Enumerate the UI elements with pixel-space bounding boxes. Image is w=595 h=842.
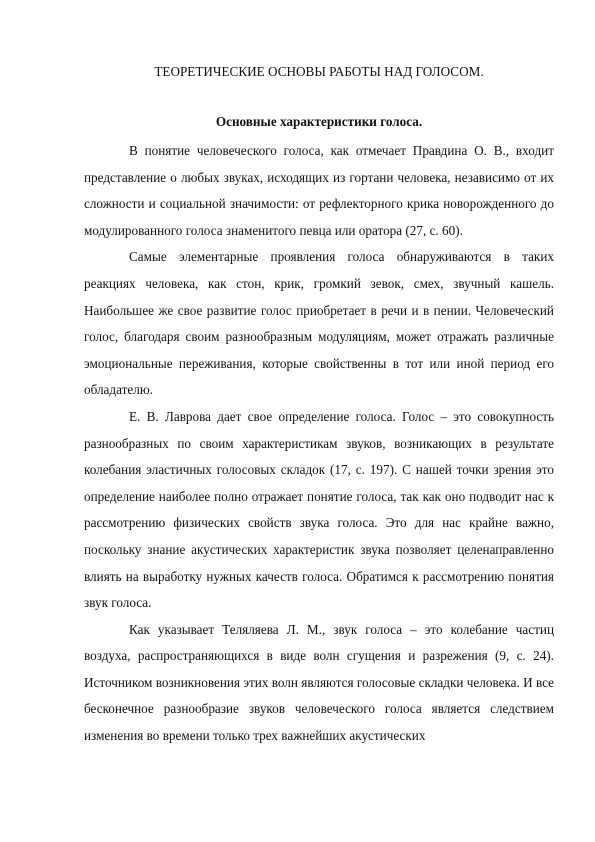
paragraph: Е. В. Лаврова дает свое определение голоса. Голос – это совокупность разнообразных по своим характеристикам звуков, возникающих в результате колебания эластичных голосовых складок (17, с. 197). С нашей точки зрения это определение наиболее полно отражает понятие голоса, так как оно подводит нас к рассмотрению физических свойств звука голоса. Это для нас крайне важно, поскольку знание акустических характеристик звука позволяет целенаправленно влиять на выработку нужных качеств голоса. Обратимся к рассмотрению понятия звук голоса.	[84, 408, 554, 611]
paragraph: Как указывает Теляляева Л. М., звук голоса – это колебание частиц воздуха, распространяющихся в виде волн сгущения и разрежения (9, с. 24). Источником возникновения этих волн являются голосовые складки человека. И все бесконечное разнообразие звуков человеческого голоса является следствием изменения во времени только трех важнейших акустических	[84, 621, 554, 744]
paragraph: Самые элементарные проявления голоса обнаруживаются в таких реакциях человека, как стон, крик, громкий зевок, смех, звучный кашель. Наибольшее же свое развитие голос приобретает в речи и в пении. Человеческий голос, благодаря своим разнообразным модуляциям, может отражать различные эмоциональные переживания, которые свойственны в тот или иной период его обладателю.	[84, 249, 554, 398]
section-subtitle: Основные характеристики голоса.	[215, 114, 423, 129]
paragraph: В понятие человеческого голоса, как отмечает Правдина О. В., входит представление о любых звуках, исходящих из гортани человека, независимо от их сложности и социальной значимости: от рефлекторного крика новорожденного до модулированного голоса знаменитого певца или оратора (27, с. 60).	[84, 143, 554, 238]
document-title: ТЕОРЕТИЧЕСКИЕ ОСНОВЫ РАБОТЫ НАД ГОЛОСОМ.	[154, 64, 484, 79]
body-text	[84, 138, 554, 750]
